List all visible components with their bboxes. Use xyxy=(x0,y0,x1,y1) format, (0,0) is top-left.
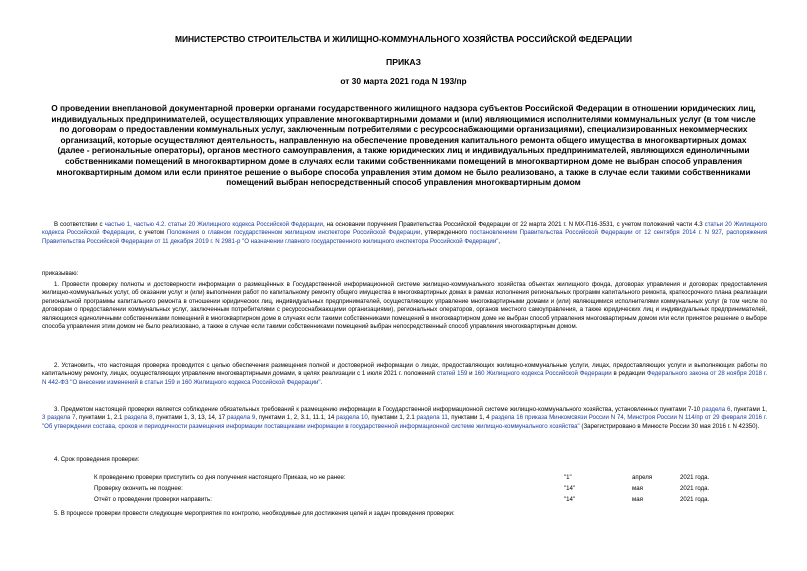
link-section-16-order[interactable]: раздела 16 приказа Минкомсвязи России N 74, Минстроя России N 114/пр от 29 февраля 2016 г. "Об утверждении состава, сроков и периодичности размещения информации поставщиками информации в государственной информационной системе жилищно-коммунального хозяйства" xyxy=(42,414,768,430)
schedule-month: мая xyxy=(632,485,643,492)
link-inspector-regulation[interactable]: Положения о главном государственном жилищном инспекторе Российской Федерации xyxy=(166,229,421,237)
text: , пунктами 1, 2.1 xyxy=(367,414,417,422)
text: (Зарегистрировано в Минюсте России 30 мая 2016 г. N 42350). xyxy=(579,422,760,430)
text: , xyxy=(721,229,727,237)
text: , утвержденного xyxy=(420,229,470,237)
schedule-day: "14" xyxy=(564,496,576,503)
schedule-table xyxy=(94,474,734,507)
schedule-year: 2021 года. xyxy=(680,496,710,503)
link-article-159[interactable]: статей 159 xyxy=(436,370,468,378)
text: В соответствии с xyxy=(54,221,105,228)
link-government-decree-927[interactable]: постановлением Правительства Российской Федерации от 12 сентября 2014 г. N 927 xyxy=(469,229,722,237)
item-5-paragraph: 5. В процессе проверки провести следующие мероприятия по контролю, необходимые для достижения целей и задач проведения проверки: xyxy=(54,510,455,517)
schedule-day: "1" xyxy=(564,474,572,481)
text: , xyxy=(498,237,501,245)
text: , пунктами 1, 2.1 xyxy=(75,414,125,422)
schedule-day: "14" xyxy=(564,485,576,492)
link-housing-code-art20[interactable]: частью 1, частью 4.2. статьи 20 Жилищного кодекса Российской Федерации xyxy=(104,221,323,228)
text: , пунктами 1, 3, 13, 14, 17 xyxy=(152,414,228,422)
text: в редакции xyxy=(611,370,647,378)
link-housing-code-art20-b[interactable]: статьи 20 Жилищного кодекса Российской Федерации xyxy=(42,221,767,237)
link-section-11[interactable]: раздела 11 xyxy=(416,414,448,422)
schedule-label: Отчёт о проведении проверки направить: xyxy=(94,496,212,503)
link-section-6[interactable]: раздела 6 xyxy=(702,406,731,413)
text: 3. Предметом настоящей проверки является соблюдение обязательных требований к размещению информации в Государственной информационной системе жилищно-коммунального хозяйства, установленных пунктами 7-10 xyxy=(54,406,703,413)
schedule-label: К проведению проверки приступить со дня получения настоящего Приказа, но не ранее: xyxy=(94,474,346,481)
schedule-row xyxy=(94,496,734,507)
item-2-paragraph xyxy=(42,362,767,387)
schedule-month: мая xyxy=(632,496,643,503)
item-4-heading: 4. Срок проведения проверки: xyxy=(54,456,140,463)
link-section-8[interactable]: раздела 8 xyxy=(124,414,153,422)
link-section-9[interactable]: раздела 9 xyxy=(227,414,256,422)
document-type: ПРИКАЗ xyxy=(386,57,421,67)
text: , с учетом xyxy=(134,229,167,237)
text: , пунктами 1, 2, 3.1, 11.1, 14 xyxy=(255,414,337,422)
text: , пунктами 1, xyxy=(730,406,767,413)
schedule-month: апреля xyxy=(632,474,653,481)
schedule-year: 2021 года. xyxy=(680,474,710,481)
link-article-160[interactable]: 160 Жилищного кодекса Российской Федерации xyxy=(474,370,612,378)
link-order-2981[interactable]: распоряжения Правительства Российской Федерации от 11 декабря 2019 г. N 2981-р "О назначении главного государственного жилищного инспектора Российской Федерации" xyxy=(42,229,768,245)
document-date-number: от 30 марта 2021 года N 193/пр xyxy=(340,76,467,86)
schedule-year: 2021 года. xyxy=(680,485,710,492)
link-section-10[interactable]: раздела 10 xyxy=(336,414,368,422)
ministry-heading: МИНИСТЕРСТВО СТРОИТЕЛЬСТВА И ЖИЛИЩНО-КОММУНАЛЬНОГО ХОЗЯЙСТВА РОССИЙСКОЙ ФЕДЕРАЦИИ xyxy=(175,34,632,44)
text: , пунктами 1, 4 xyxy=(447,414,492,422)
text: , на основании поручения Правительства Российской Федерации от 22 марта 2021 г. N МХ-П16-3531, с учетом положений части 4.3 xyxy=(322,221,705,228)
document-title: О проведении внеплановой документарной проверки органами государственного жилищного надзора субъектов Российской Федерации в отношении юридических лиц, индивидуальных предпринимателей, осуществляющих управление многоквартирными домами и (или) являющимися исполнителями коммунальных услуг (в том числе по договорам о предоставлении коммунальных услуг, заключенным потребителями с ресурсоснабжающими организациями), специализированных некоммерческих организаций, которые осуществляют деятельность, направленную на обеспечение проведения капитального ремонта общего имущества в многоквартирных домах (далее - региональные операторы), органов местного самоуправления, а также юридических лиц и индивидуальных предпринимателей, являющихся единоличными собственниками помещений в многоквартирном доме в случаях если такими собственниками помещений в многоквартирном доме не выбран способ управления многоквартирным домом или если принятое решение о выборе способа управления этим домом не было реализовано, а также в случае если такими собственниками помещений выбран непосредственный способ управления многоквартирным домом xyxy=(51,103,756,188)
item-1-paragraph: 1. Провести проверку полноты и достоверности информации о размещённых в Государственной информационной системе жилищно-коммунального хозяйства объектах жилищного фонда, договорах управления и договорах предоставления жилищно-коммунальных услуг, об оказании услуг и (или) выполнении работ по капитальному ремонту общего имущества в многоквартирных домах в рамках исполнения региональных программ капитального ремонта, краткосрочного плана реализации региональной программы капитального ремонта в отношении юридических лиц, индивидуальных предпринимателей, осуществляющих управление многоквартирными домами и (или) являющимися исполнителями коммунальных услуг (в том числе по договорам о предоставлении коммунальных услуг, заключенным потребителями с ресурсоснабжающими организациями), региональных операторов, органов местного самоуправления, а также юридических лиц и индивидуальных предпринимателей, являющихся единоличными собственниками помещений в многоквартирном доме в случаях если такими собственниками помещений в многоквартирном доме не выбран способ управления многоквартирным домом или если принятое решение о выборе способа управления этим домом не было реализовано, а также в случае если такими собственниками помещений выбран непосредственный способ управления многоквартирным домом. xyxy=(42,281,767,331)
preamble-paragraph xyxy=(42,221,767,246)
text: и xyxy=(467,370,475,378)
link-section-7[interactable]: 3 раздела 7 xyxy=(42,414,76,422)
schedule-row xyxy=(94,485,734,496)
schedule-row xyxy=(94,474,734,485)
item-3-paragraph xyxy=(42,406,767,431)
order-word: приказываю: xyxy=(42,270,79,277)
schedule-label: Проверку окончить не позднее: xyxy=(94,485,183,492)
text: . xyxy=(320,378,323,386)
text: 2. Установить, что настоящая проверка проводится с целью обеспечения размещения полной и достоверной информации о лицах, предоставляющих жилищно-коммунальные услуги, лицах, предоставляющих услуги и выполняющих работы по капитальному ремонту, лицах, осуществляющих управление многоквартирными домами, в целях реализации с 1 июля 2021 г. положений xyxy=(42,362,767,378)
link-federal-law-442[interactable]: Федерального закона от 28 ноября 2018 г. N 442-ФЗ "О внесении изменений в статьи 159 и 160 Жилищного кодекса Российской Федерации" xyxy=(42,370,768,386)
